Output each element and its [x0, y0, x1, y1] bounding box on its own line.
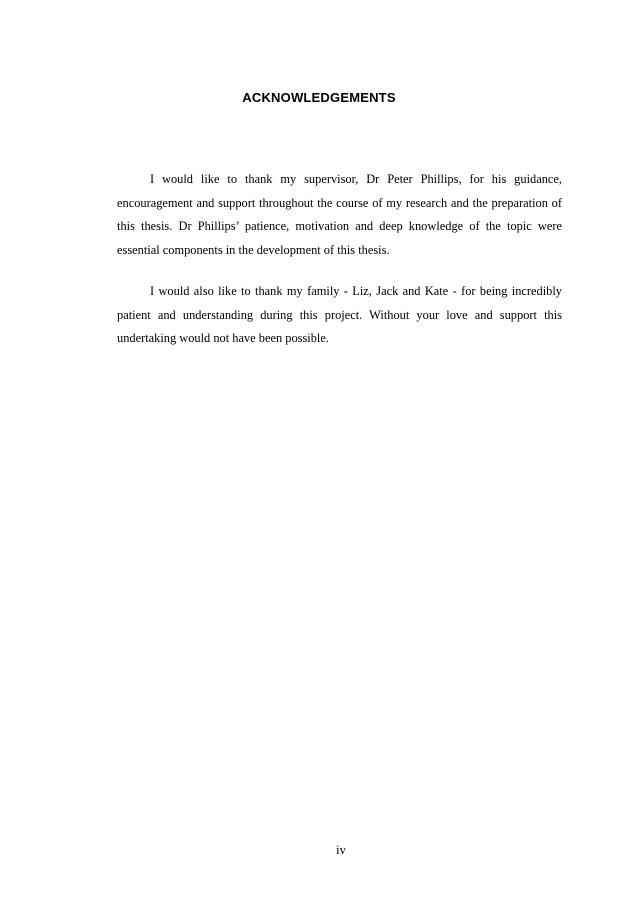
acknowledgement-paragraph-family: I would also like to thank my family - Liz, Jack and Kate - for being incredibly patient and understanding during this project. Without your love and support this undertaking would not have been possible.: [117, 284, 562, 345]
acknowledgement-paragraph-supervisor: I would like to thank my supervisor, Dr Peter Phillips, for his guidance, encouragement and support throughout the course of my research and the preparation of this thesis. Dr Phillips’ patience, motivation and deep knowledge of the topic were essential components in the development of this thesis.: [117, 172, 562, 257]
page-number: iv: [336, 843, 346, 857]
page-title: ACKNOWLEDGEMENTS: [242, 90, 396, 105]
